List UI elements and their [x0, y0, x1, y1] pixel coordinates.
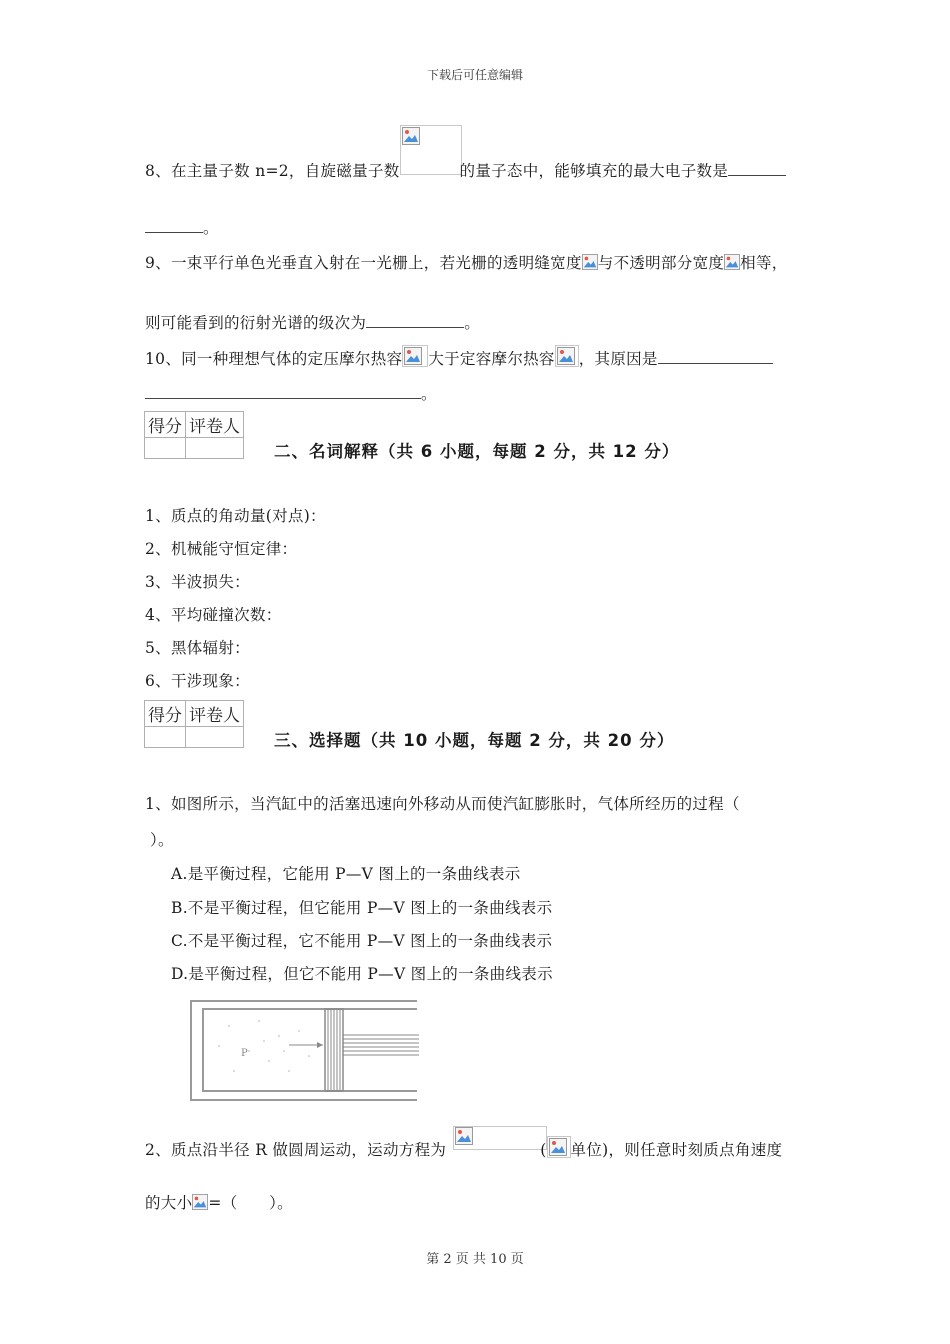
score-label: 得分: [145, 412, 186, 438]
broken-image-icon: [555, 345, 579, 367]
choice-question-1-end: ）。: [150, 831, 174, 849]
score-cell[interactable]: [145, 438, 186, 459]
section-title: 三、选择题（共 10 小题，每题 2 分，共 20 分）: [274, 731, 675, 750]
answer-blank[interactable]: [366, 313, 464, 328]
question-10-line1: [145, 345, 773, 369]
paren: (: [540, 1141, 547, 1159]
broken-image-icon: [724, 254, 740, 270]
page-footer: 第 2 页 共 10 页: [426, 1252, 524, 1267]
broken-image-icon: [582, 254, 598, 270]
option-c[interactable]: C.不是平衡过程，它不能用 P—V 图上的一条曲线表示: [171, 932, 553, 950]
grader-label: 评卷人: [186, 412, 244, 438]
broken-image-icon: [402, 127, 420, 149]
term-item: 5、黑体辐射：: [145, 639, 250, 657]
score-table: [144, 411, 244, 459]
score-label: 得分: [145, 701, 186, 727]
grader-label: 评卷人: [186, 701, 244, 727]
question-9-line2: [145, 311, 480, 333]
option-b[interactable]: B.不是平衡过程，但它能用 P—V 图上的一条曲线表示: [171, 899, 553, 917]
answer-blank[interactable]: [728, 161, 786, 176]
question-9-line1: [145, 251, 788, 273]
choice-question-2-text-c: 单位)，则任意时刻质点角速度: [570, 1141, 783, 1159]
choice-question-2-line1: [145, 1136, 782, 1160]
question-8-line1: [145, 159, 786, 181]
punctuation: 。: [421, 385, 437, 403]
choice-question-2-line2-text: 的大小: [145, 1194, 193, 1212]
choice-question-2-line2-end: =（ ）。: [208, 1194, 293, 1212]
answer-blank[interactable]: [145, 218, 203, 233]
pressure-label: P: [241, 1048, 248, 1059]
score-cell[interactable]: [145, 727, 186, 748]
answer-blank[interactable]: [658, 349, 773, 364]
broken-image-icon: [192, 1194, 208, 1210]
answer-blank[interactable]: [145, 384, 421, 399]
question-10-line2: [145, 382, 437, 404]
term-item: 2、机械能守恒定律：: [145, 540, 298, 558]
cylinder-figure: [189, 996, 421, 1104]
choice-question-2-line2: [145, 1191, 293, 1213]
section-title: 二、名词解释（共 6 小题，每题 2 分，共 12 分）: [274, 442, 680, 461]
question-9-text-c: 相等，: [740, 254, 788, 272]
page-header: 下载后可任意编辑: [426, 68, 523, 82]
question-8-text: 8、在主量子数 n=2，自旋磁量子数: [145, 162, 400, 180]
question-10-text-b: 大于定容摩尔热容: [428, 350, 555, 368]
punctuation: 。: [203, 219, 219, 237]
question-8-text-b: 的量子态中，能够填充的最大电子数是: [459, 162, 729, 180]
punctuation: 。: [464, 314, 481, 332]
question-8-line2: [145, 216, 219, 238]
choice-question-2-text: 2、质点沿半径 R 做圆周运动，运动方程为: [145, 1141, 447, 1159]
term-item: 6、干涉现象：: [145, 672, 250, 690]
term-item: 1、质点的角动量(对点)：: [145, 507, 326, 525]
score-table: [144, 700, 244, 748]
question-10-text: 10、同一种理想气体的定压摩尔热容: [145, 350, 403, 368]
grader-cell[interactable]: [186, 727, 244, 748]
question-9-text-b: 与不透明部分宽度: [597, 254, 725, 272]
broken-image-icon: [402, 345, 428, 367]
term-item: 3、半波损失：: [145, 573, 250, 591]
grader-cell[interactable]: [186, 438, 244, 459]
term-item: 4、平均碰撞次数：: [145, 606, 282, 624]
question-10-text-c: ，其原因是: [578, 350, 658, 368]
question-9-text-line2: 则可能看到的衍射光谱的级次为: [145, 314, 367, 332]
option-d[interactable]: D.是平衡过程，但它不能用 P—V 图上的一条曲线表示: [171, 965, 553, 983]
option-a[interactable]: A.是平衡过程，它能用 P—V 图上的一条曲线表示: [171, 865, 521, 883]
question-9-text: 9、一束平行单色光垂直入射在一光栅上，若光栅的透明缝宽度: [145, 254, 582, 272]
broken-image-icon: [547, 1136, 571, 1158]
choice-question-1: 1、如图所示，当汽缸中的活塞迅速向外移动从而使汽缸膨胀时，气体所经历的过程（: [145, 795, 740, 813]
